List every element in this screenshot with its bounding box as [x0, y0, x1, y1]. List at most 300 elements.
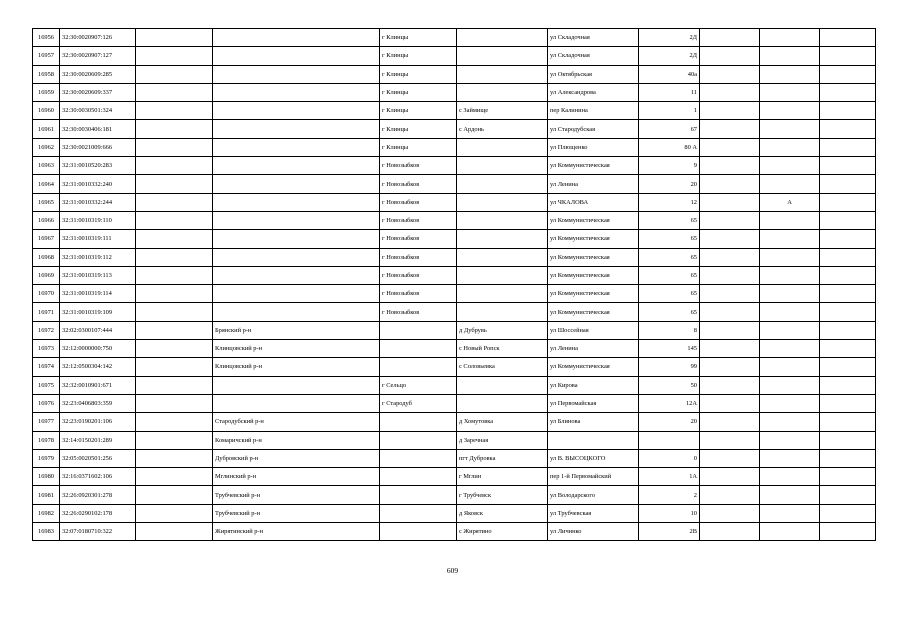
table-row: [33, 376, 876, 394]
table-row: [33, 504, 876, 522]
cell-building-letter: [760, 47, 820, 65]
cell-record-number: 16963: [33, 157, 60, 175]
cell-record-number: 16976: [33, 394, 60, 412]
cell-empty: [136, 394, 213, 412]
cell-district: [213, 303, 380, 321]
cell-street: ул Стародубская: [548, 120, 639, 138]
cell-building-letter: [760, 449, 820, 467]
table-row: [33, 358, 876, 376]
cell-empty: [700, 248, 760, 266]
cell-empty: [700, 340, 760, 358]
cell-street: ул Первомайская: [548, 394, 639, 412]
cell-city: [380, 431, 457, 449]
cell-building-letter: А: [760, 193, 820, 211]
table-row: [33, 321, 876, 339]
cell-empty: [820, 504, 876, 522]
cell-street: ул Октябрьская: [548, 65, 639, 83]
cell-building-letter: [760, 358, 820, 376]
cell-city: [380, 358, 457, 376]
table-row: [33, 193, 876, 211]
cell-cadastral-number: 32:07:0180710:322: [60, 523, 136, 541]
cell-building-letter: [760, 486, 820, 504]
cell-record-number: 16978: [33, 431, 60, 449]
cell-building-letter: [760, 394, 820, 412]
cell-empty: [136, 468, 213, 486]
table-row: [33, 120, 876, 138]
cell-empty: [700, 83, 760, 101]
cell-city: г Новозыбков: [380, 266, 457, 284]
cell-empty: [136, 83, 213, 101]
cell-locality: [457, 193, 548, 211]
cell-district: Дубровский р-н: [213, 449, 380, 467]
cell-record-number: 16970: [33, 285, 60, 303]
cell-building-letter: [760, 157, 820, 175]
cell-empty: [136, 29, 213, 47]
cell-cadastral-number: 32:12:0000000:750: [60, 340, 136, 358]
cell-street: ул Коммунистическая: [548, 266, 639, 284]
cell-house-number: 10: [639, 504, 700, 522]
cell-record-number: 16958: [33, 65, 60, 83]
table-row: [33, 248, 876, 266]
cell-cadastral-number: 32:32:0010901:671: [60, 376, 136, 394]
cell-empty: [136, 230, 213, 248]
cell-empty: [136, 138, 213, 156]
cell-locality: [457, 285, 548, 303]
table-row: [33, 285, 876, 303]
cell-cadastral-number: 32:02:0300107:444: [60, 321, 136, 339]
cell-house-number: 9: [639, 157, 700, 175]
cell-cadastral-number: 32:30:0020609:337: [60, 83, 136, 101]
cell-street: ул Кирова: [548, 376, 639, 394]
cell-empty: [700, 157, 760, 175]
cell-locality: [457, 29, 548, 47]
page-number: 609: [446, 566, 459, 575]
cell-empty: [820, 303, 876, 321]
cell-empty: [700, 321, 760, 339]
cell-record-number: 16974: [33, 358, 60, 376]
cell-city: г Клинцы: [380, 65, 457, 83]
cell-empty: [700, 175, 760, 193]
cell-cadastral-number: 32:31:0010319:110: [60, 211, 136, 229]
cell-cadastral-number: 32:31:0010332:244: [60, 193, 136, 211]
cell-empty: [820, 193, 876, 211]
cell-empty: [136, 266, 213, 284]
cell-empty: [136, 47, 213, 65]
cell-locality: [457, 303, 548, 321]
cell-district: [213, 193, 380, 211]
cell-empty: [700, 138, 760, 156]
cell-city: [380, 468, 457, 486]
cell-house-number: 99: [639, 358, 700, 376]
cell-house-number: 67: [639, 120, 700, 138]
cell-empty: [700, 303, 760, 321]
cell-house-number: 145: [639, 340, 700, 358]
cell-city: [380, 523, 457, 541]
cell-district: Трубчевский р-н: [213, 486, 380, 504]
cell-empty: [820, 266, 876, 284]
cell-empty: [820, 83, 876, 101]
cell-empty: [136, 376, 213, 394]
cell-house-number: 65: [639, 211, 700, 229]
cell-building-letter: [760, 230, 820, 248]
cell-district: Клинцовский р-н: [213, 340, 380, 358]
cell-empty: [700, 29, 760, 47]
table-row: [33, 340, 876, 358]
table-row: [33, 413, 876, 431]
cell-cadastral-number: 32:30:0030406:181: [60, 120, 136, 138]
cell-empty: [700, 358, 760, 376]
cell-street: ул Коммунистическая: [548, 157, 639, 175]
cell-building-letter: [760, 303, 820, 321]
table-row: [33, 211, 876, 229]
cell-district: [213, 83, 380, 101]
cell-cadastral-number: 32:14:0150201:289: [60, 431, 136, 449]
table-row: [33, 47, 876, 65]
table-row: [33, 266, 876, 284]
cell-building-letter: [760, 431, 820, 449]
cell-record-number: 16965: [33, 193, 60, 211]
cell-cadastral-number: 32:31:0010319:111: [60, 230, 136, 248]
cell-empty: [700, 102, 760, 120]
cell-building-letter: [760, 102, 820, 120]
cell-city: г Новозыбков: [380, 193, 457, 211]
cell-district: [213, 376, 380, 394]
cell-street: пер 1-й Первомайский: [548, 468, 639, 486]
cell-district: [213, 120, 380, 138]
cell-record-number: 16961: [33, 120, 60, 138]
cell-cadastral-number: 32:31:0010319:114: [60, 285, 136, 303]
cell-empty: [136, 431, 213, 449]
cell-street: ул Коммунистическая: [548, 303, 639, 321]
cell-locality: [457, 65, 548, 83]
cell-locality: г Трубчевск: [457, 486, 548, 504]
cell-locality: [457, 157, 548, 175]
cell-house-number: 20: [639, 175, 700, 193]
cell-cadastral-number: 32:31:0010520:283: [60, 157, 136, 175]
cell-cadastral-number: 32:31:0010319:109: [60, 303, 136, 321]
cell-street: ул В. ВЫСОЦКОГО: [548, 449, 639, 467]
cell-house-number: 12А: [639, 394, 700, 412]
cell-empty: [820, 29, 876, 47]
cell-record-number: 16969: [33, 266, 60, 284]
table-row: [33, 102, 876, 120]
cell-house-number: 0: [639, 449, 700, 467]
cell-empty: [820, 321, 876, 339]
cell-empty: [136, 413, 213, 431]
cell-empty: [136, 157, 213, 175]
cell-house-number: 65: [639, 266, 700, 284]
cell-empty: [820, 523, 876, 541]
cell-locality: [457, 47, 548, 65]
cell-district: [213, 230, 380, 248]
cell-district: [213, 138, 380, 156]
cell-cadastral-number: 32:31:0010332:240: [60, 175, 136, 193]
cell-street: пер Калинина: [548, 102, 639, 120]
cell-record-number: 16973: [33, 340, 60, 358]
cell-empty: [136, 321, 213, 339]
cell-locality: [457, 248, 548, 266]
cell-cadastral-number: 32:05:0020501:256: [60, 449, 136, 467]
cell-house-number: 2В: [639, 523, 700, 541]
cell-street: ул Плющенко: [548, 138, 639, 156]
table-row: [33, 138, 876, 156]
cell-district: [213, 175, 380, 193]
cell-cadastral-number: 32:12:0500304:142: [60, 358, 136, 376]
cell-cadastral-number: 32:31:0010319:113: [60, 266, 136, 284]
cell-district: Комаричский р-н: [213, 431, 380, 449]
cell-street: ул Коммунистическая: [548, 358, 639, 376]
cell-street: ул Коммунистическая: [548, 285, 639, 303]
cell-city: [380, 486, 457, 504]
cell-empty: [700, 449, 760, 467]
cell-locality: [457, 211, 548, 229]
cell-empty: [700, 523, 760, 541]
cell-building-letter: [760, 321, 820, 339]
cell-city: г Новозыбков: [380, 157, 457, 175]
cell-record-number: 16972: [33, 321, 60, 339]
cell-building-letter: [760, 29, 820, 47]
cell-locality: с Займище: [457, 102, 548, 120]
cell-empty: [700, 47, 760, 65]
cell-district: [213, 211, 380, 229]
cell-building-letter: [760, 340, 820, 358]
cell-building-letter: [760, 138, 820, 156]
cell-house-number: 1: [639, 102, 700, 120]
cell-empty: [700, 120, 760, 138]
cell-city: г Клинцы: [380, 47, 457, 65]
cell-empty: [820, 413, 876, 431]
cell-locality: [457, 376, 548, 394]
table-row: [33, 230, 876, 248]
cell-empty: [700, 394, 760, 412]
cell-street: ул Володарского: [548, 486, 639, 504]
cell-locality: [457, 266, 548, 284]
cell-city: [380, 340, 457, 358]
cell-locality: с Жирятино: [457, 523, 548, 541]
cell-empty: [136, 102, 213, 120]
cell-city: [380, 413, 457, 431]
cell-house-number: [639, 431, 700, 449]
cell-house-number: 65: [639, 248, 700, 266]
cell-empty: [136, 449, 213, 467]
cell-empty: [820, 358, 876, 376]
cell-empty: [136, 193, 213, 211]
cell-cadastral-number: 32:26:0920301:278: [60, 486, 136, 504]
cell-empty: [136, 120, 213, 138]
cell-house-number: 65: [639, 285, 700, 303]
cell-empty: [136, 211, 213, 229]
cell-city: г Новозыбков: [380, 211, 457, 229]
cell-cadastral-number: 32:23:0190201:106: [60, 413, 136, 431]
cell-building-letter: [760, 266, 820, 284]
cell-empty: [700, 376, 760, 394]
cell-building-letter: [760, 523, 820, 541]
cell-empty: [820, 468, 876, 486]
cell-street: ул Складочная: [548, 29, 639, 47]
cell-locality: с Соловьевка: [457, 358, 548, 376]
cell-district: [213, 394, 380, 412]
cell-city: г Сельцо: [380, 376, 457, 394]
cell-building-letter: [760, 468, 820, 486]
table-row: [33, 468, 876, 486]
cell-empty: [700, 413, 760, 431]
cell-house-number: 80 А: [639, 138, 700, 156]
cell-cadastral-number: 32:31:0010319:112: [60, 248, 136, 266]
cell-empty: [700, 65, 760, 83]
cell-city: [380, 504, 457, 522]
cell-cadastral-number: 32:30:0030501:324: [60, 102, 136, 120]
cell-record-number: 16983: [33, 523, 60, 541]
table-row: [33, 83, 876, 101]
cell-empty: [700, 431, 760, 449]
cell-empty: [820, 211, 876, 229]
cell-locality: с Новый Ропск: [457, 340, 548, 358]
cell-city: г Клинцы: [380, 29, 457, 47]
cell-city: г Новозыбков: [380, 303, 457, 321]
cell-house-number: 1А: [639, 468, 700, 486]
cell-locality: [457, 175, 548, 193]
cell-empty: [136, 340, 213, 358]
cell-locality: [457, 138, 548, 156]
cell-record-number: 16968: [33, 248, 60, 266]
cell-record-number: 16964: [33, 175, 60, 193]
cell-building-letter: [760, 248, 820, 266]
cell-building-letter: [760, 413, 820, 431]
cell-street: ул Коммунистическая: [548, 248, 639, 266]
cell-record-number: 16971: [33, 303, 60, 321]
cell-street: ул Коммунистическая: [548, 211, 639, 229]
cell-city: г Новозыбков: [380, 285, 457, 303]
table-row: [33, 523, 876, 541]
table-row: [33, 29, 876, 47]
cell-city: г Новозыбков: [380, 230, 457, 248]
cell-record-number: 16960: [33, 102, 60, 120]
table-row: [33, 65, 876, 83]
cell-street: ул Личинко: [548, 523, 639, 541]
cell-empty: [820, 248, 876, 266]
cell-district: [213, 102, 380, 120]
cell-city: [380, 449, 457, 467]
cell-empty: [700, 285, 760, 303]
cell-empty: [700, 211, 760, 229]
cell-record-number: 16959: [33, 83, 60, 101]
cell-empty: [700, 193, 760, 211]
cell-street: ул Складочная: [548, 47, 639, 65]
cell-building-letter: [760, 175, 820, 193]
cell-empty: [820, 340, 876, 358]
cell-building-letter: [760, 211, 820, 229]
cell-district: [213, 285, 380, 303]
cell-empty: [700, 504, 760, 522]
cell-district: Жирятинский р-н: [213, 523, 380, 541]
cell-city: г Клинцы: [380, 83, 457, 101]
cell-empty: [136, 303, 213, 321]
cell-record-number: 16982: [33, 504, 60, 522]
cell-street: ул Ленина: [548, 340, 639, 358]
cell-locality: д Заречная: [457, 431, 548, 449]
table-row: [33, 175, 876, 193]
cell-cadastral-number: 32:30:0020907:126: [60, 29, 136, 47]
cell-record-number: 16975: [33, 376, 60, 394]
cell-cadastral-number: 32:16:0371602:106: [60, 468, 136, 486]
cell-empty: [820, 138, 876, 156]
cell-city: г Стародуб: [380, 394, 457, 412]
cell-building-letter: [760, 376, 820, 394]
cell-empty: [136, 285, 213, 303]
cell-cadastral-number: 32:26:0290102:178: [60, 504, 136, 522]
cell-cadastral-number: 32:23:0406803:359: [60, 394, 136, 412]
cell-district: [213, 266, 380, 284]
cell-record-number: 16981: [33, 486, 60, 504]
cell-record-number: 16980: [33, 468, 60, 486]
cell-district: Брянский р-н: [213, 321, 380, 339]
cell-house-number: 2Д: [639, 47, 700, 65]
cell-district: [213, 157, 380, 175]
cell-house-number: 11: [639, 83, 700, 101]
cell-district: [213, 248, 380, 266]
cell-building-letter: [760, 504, 820, 522]
cell-building-letter: [760, 285, 820, 303]
cell-empty: [136, 65, 213, 83]
cell-empty: [820, 102, 876, 120]
cell-building-letter: [760, 120, 820, 138]
cell-record-number: 16957: [33, 47, 60, 65]
table-row: [33, 303, 876, 321]
cell-locality: д Яковск: [457, 504, 548, 522]
cell-locality: д Хомутовка: [457, 413, 548, 431]
cell-street: ул Ленина: [548, 175, 639, 193]
cell-empty: [820, 157, 876, 175]
cell-empty: [820, 230, 876, 248]
cell-empty: [700, 468, 760, 486]
cell-empty: [820, 394, 876, 412]
cell-empty: [820, 449, 876, 467]
cell-street: ул ЧКАЛОВА: [548, 193, 639, 211]
cell-locality: [457, 83, 548, 101]
cell-building-letter: [760, 65, 820, 83]
cell-city: г Клинцы: [380, 138, 457, 156]
table-row: [33, 157, 876, 175]
cell-empty: [820, 120, 876, 138]
cell-house-number: 20: [639, 413, 700, 431]
cell-house-number: 40а: [639, 65, 700, 83]
cell-empty: [820, 285, 876, 303]
cell-record-number: 16977: [33, 413, 60, 431]
cell-locality: д Дубрувь: [457, 321, 548, 339]
cell-empty: [700, 266, 760, 284]
cell-empty: [136, 175, 213, 193]
table-body: [33, 29, 876, 541]
cell-empty: [136, 486, 213, 504]
table-row: [33, 431, 876, 449]
cell-city: г Новозыбков: [380, 175, 457, 193]
cell-city: г Клинцы: [380, 120, 457, 138]
cell-empty: [700, 230, 760, 248]
cell-locality: г Мглин: [457, 468, 548, 486]
cell-empty: [820, 175, 876, 193]
cell-district: Клинцовский р-н: [213, 358, 380, 376]
cell-cadastral-number: 32:30:0020609:285: [60, 65, 136, 83]
cell-record-number: 16962: [33, 138, 60, 156]
cell-house-number: 12: [639, 193, 700, 211]
cell-building-letter: [760, 83, 820, 101]
cell-empty: [820, 376, 876, 394]
cell-city: г Клинцы: [380, 102, 457, 120]
cell-house-number: 2Д: [639, 29, 700, 47]
cell-city: [380, 321, 457, 339]
cell-house-number: 65: [639, 303, 700, 321]
cell-record-number: 16966: [33, 211, 60, 229]
